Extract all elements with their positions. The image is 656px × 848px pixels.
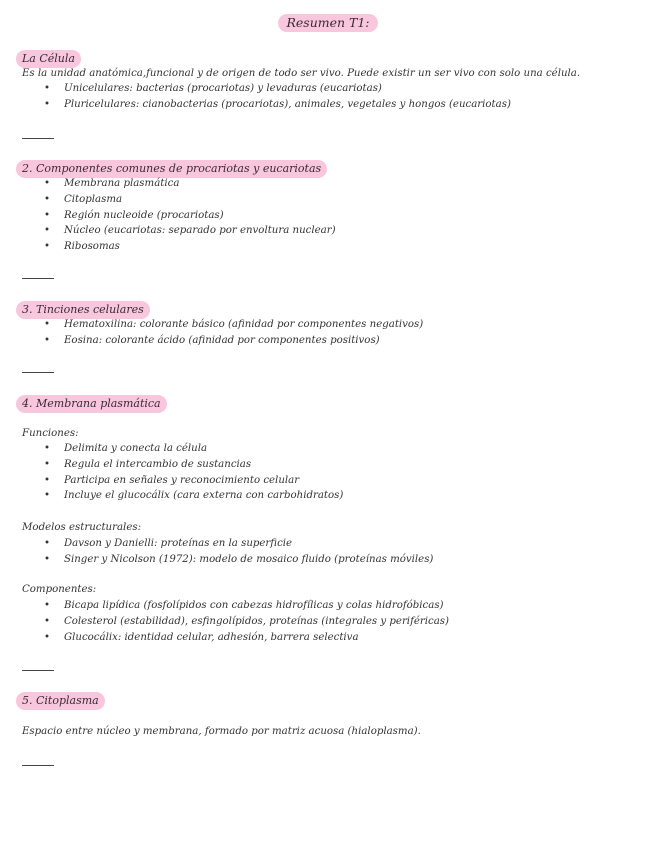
componentes-list xyxy=(44,598,449,645)
heading-highlight: 2. Componentes comunes de procariotas y eucariotas xyxy=(16,160,327,178)
celula-definition: Es la unidad anatómica,funcional y de origen de todo ser vivo. Puede existir un ser vivo con solo una célula. xyxy=(22,68,581,79)
componentes-comunes-list xyxy=(44,176,336,255)
divider xyxy=(22,138,54,139)
divider xyxy=(22,670,54,671)
list-item: • Bicapa lipídica (fosfolípidos con cabezas hidrofílicas y colas hidrofóbicas) xyxy=(44,598,449,614)
list-item: • Membrana plasmática xyxy=(44,176,336,192)
list-item: • Eosina: colorante ácido (afinidad por componentes positivos) xyxy=(44,333,423,349)
divider xyxy=(22,278,54,279)
funciones-label: Funciones: xyxy=(22,428,79,439)
list-item: • Singer y Nicolson (1972): modelo de mosaico fluido (proteínas móviles) xyxy=(44,552,433,568)
heading-highlight: La Célula xyxy=(16,50,81,68)
document-title-row xyxy=(0,14,656,32)
list-item: • Incluye el glucocálix (cara externa con carbohidratos) xyxy=(44,488,343,504)
divider xyxy=(22,765,54,766)
modelos-label: Modelos estructurales: xyxy=(22,522,142,533)
list-item: • Hematoxilina: colorante básico (afinidad por componentes negativos) xyxy=(44,317,423,333)
list-item: • Participa en señales y reconocimiento celular xyxy=(44,473,343,489)
list-item: • Glucocálix: identidad celular, adhesión, barrera selectiva xyxy=(44,630,449,646)
heading-highlight: 3. Tinciones celulares xyxy=(16,301,150,319)
list-item: • Colesterol (estabilidad), esfingolípidos, proteínas (integrales y periféricas) xyxy=(44,614,449,630)
divider xyxy=(22,372,54,373)
heading-highlight: 4. Membrana plasmática xyxy=(16,395,167,413)
list-item: • Pluricelulares: cianobacterias (procariotas), animales, vegetales y hongos (eucariotas) xyxy=(44,97,511,113)
list-item: • Delimita y conecta la célula xyxy=(44,441,343,457)
section-heading-membrana xyxy=(16,395,167,413)
citoplasma-definition: Espacio entre núcleo y membrana, formado por matriz acuosa (hialoplasma). xyxy=(22,726,421,737)
funciones-list xyxy=(44,441,343,504)
list-item: • Región nucleoide (procariotas) xyxy=(44,208,336,224)
list-item: • Davson y Danielli: proteínas en la superficie xyxy=(44,536,433,552)
list-item: • Unicelulares: bacterias (procariotas) y levaduras (eucariotas) xyxy=(44,81,511,97)
tinciones-list xyxy=(44,317,423,349)
document-title: Resumen T1: xyxy=(278,14,377,32)
list-item: • Citoplasma xyxy=(44,192,336,208)
celula-list xyxy=(44,81,511,113)
modelos-list xyxy=(44,536,433,568)
list-item: • Regula el intercambio de sustancias xyxy=(44,457,343,473)
list-item: • Ribosomas xyxy=(44,239,336,255)
list-item: • Núcleo (eucariotas: separado por envoltura nuclear) xyxy=(44,223,336,239)
section-heading-citoplasma xyxy=(16,692,105,710)
heading-highlight: 5. Citoplasma xyxy=(16,692,105,710)
componentes-label: Componentes: xyxy=(22,584,97,595)
